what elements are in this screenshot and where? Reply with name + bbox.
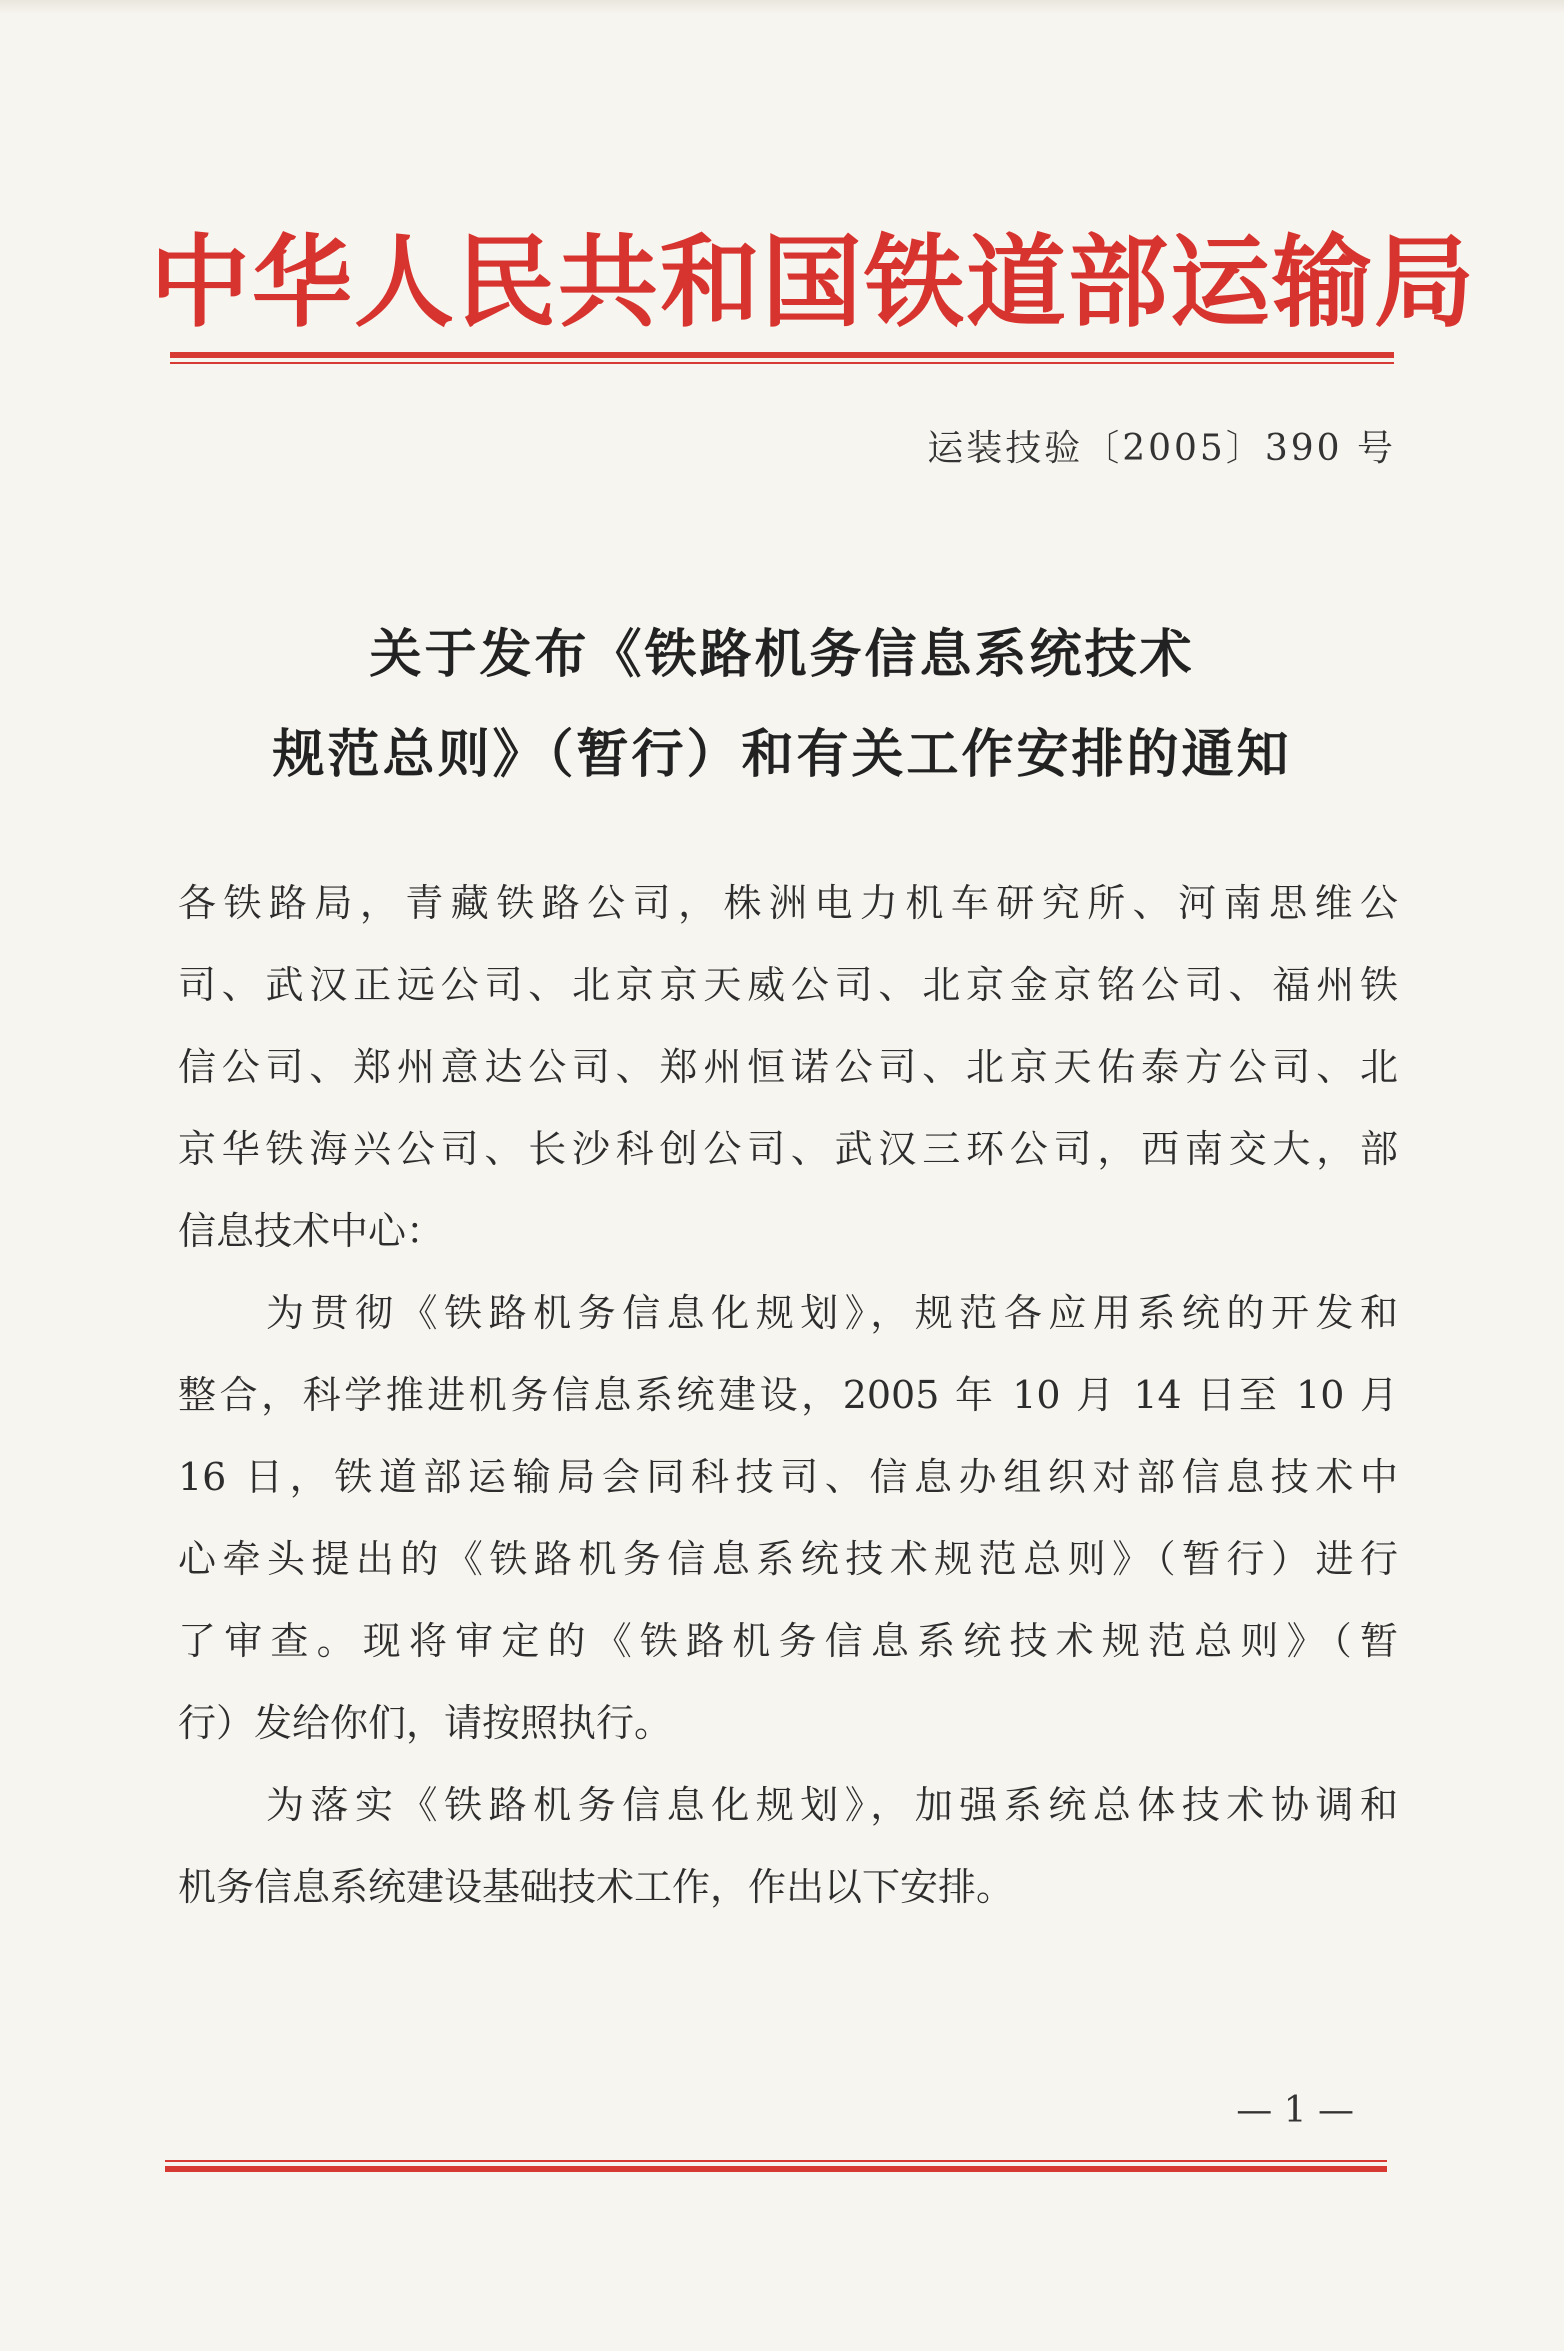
body-line-4: 京华铁海兴公司、长沙科创公司、武汉三环公司，西南交大，部 xyxy=(178,1127,1398,1171)
body-line-6: 为贯彻《铁路机务信息化规划》，规范各应用系统的开发和 xyxy=(266,1291,1398,1335)
masthead-rule xyxy=(170,352,1394,366)
body-line-5: 信息技术中心： xyxy=(178,1209,445,1253)
body-line-2: 司、武汉正远公司、北京京天威公司、北京金京铭公司、福州铁 xyxy=(178,963,1398,1007)
body-line-1: 各铁路局，青藏铁路公司，株洲电力机车研究所、河南思维公 xyxy=(178,881,1398,925)
footer-rule-thin xyxy=(165,2160,1387,2162)
footer-rule xyxy=(165,2160,1387,2174)
body-line-11: 行）发给你们，请按照执行。 xyxy=(178,1701,673,1745)
body-line-9: 心牵头提出的《铁路机务信息系统技术规范总则》（暂行）进行 xyxy=(178,1537,1398,1581)
body-line-10: 了审查。现将审定的《铁路机务信息系统技术规范总则》（暂 xyxy=(178,1619,1398,1663)
page-number: — 1 — xyxy=(1236,2090,1354,2131)
notice-title-line-1: 关于发布《铁路机务信息系统技术 xyxy=(369,624,1195,685)
masthead-rule-thin xyxy=(170,362,1394,364)
masthead-rule-thick xyxy=(170,352,1394,358)
body-line-8: 16 日，铁道部运输局会同科技司、信息办组织对部信息技术中 xyxy=(178,1455,1398,1499)
footer-rule-thick xyxy=(165,2166,1387,2172)
body-line-3: 信公司、郑州意达公司、郑州恒诺公司、北京天佑泰方公司、北 xyxy=(178,1045,1398,1089)
body-line-12: 为落实《铁路机务信息化规划》，加强系统总体技术协调和 xyxy=(266,1783,1398,1827)
body-line-13: 机务信息系统建设基础技术工作，作出以下安排。 xyxy=(178,1865,1015,1909)
masthead-title: 中华人民共和国铁道部运输局 xyxy=(150,223,1476,341)
scan-edge xyxy=(0,0,1564,14)
document-number: 运装技验〔2005〕390 号 xyxy=(927,428,1396,469)
body-line-7: 整合，科学推进机务信息系统建设，2005 年 10 月 14 日至 10 月 xyxy=(178,1373,1398,1417)
notice-title-line-2: 规范总则》（暂行）和有关工作安排的通知 xyxy=(272,724,1292,785)
